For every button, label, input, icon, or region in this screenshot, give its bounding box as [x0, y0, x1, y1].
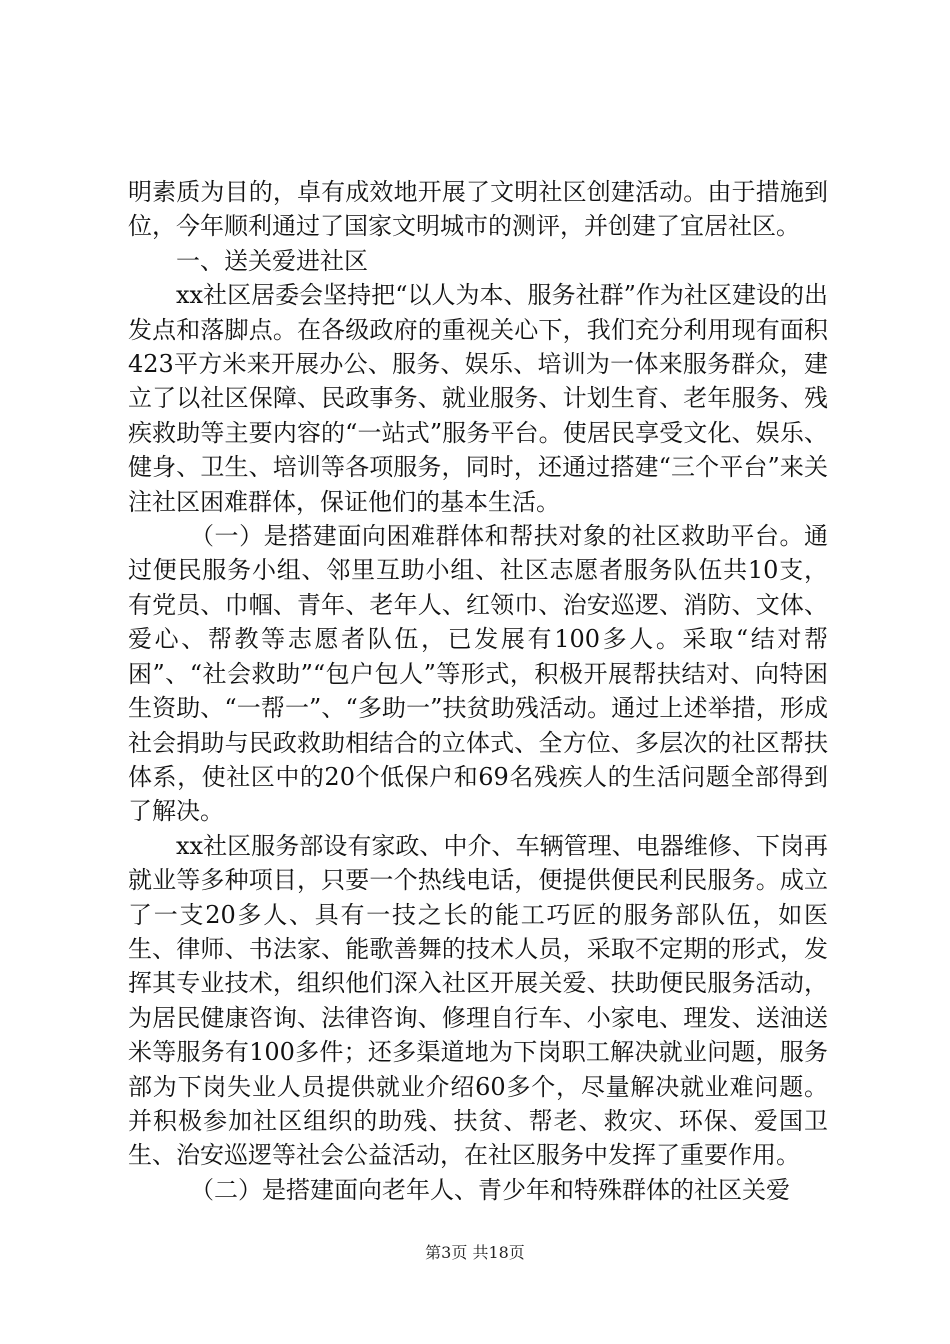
paragraph-care-platform: （二）是搭建面向老年人、青少年和特殊群体的社区关爱 [190, 1175, 790, 1204]
document-body [128, 175, 828, 1207]
page-number-footer: 第3页 共18页 [425, 1243, 525, 1262]
paragraph-community-care: xx社区居委会坚持把“以人为本、服务社群”作为社区建设的出发点和落脚点。在各级政府的重视关心下，我们充分利用现有面积423平方米来开展办公、服务、娱乐、培训为一体来服务群众，建立了以社区保障、民政事务、就业服务、计划生育、老年服务、残疾救助等主要内容的“一站式”服务平台。使居民享受文化、娱乐、健身、卫生、培训等各项服务，同时，还通过搭建“三个平台”来关注社区困难群体，保证他们的基本生活。 [128, 281, 828, 516]
paragraph-relief-platform: （一）是搭建面向困难群体和帮扶对象的社区救助平台。通过便民服务小组、邻里互助小组、社区志愿者服务队伍共10支，有党员、巾帼、青年、老年人、红领巾、治安巡逻、消防、文体、爱心、帮教等志愿者队伍，已发展有100多人。采取“结对帮困”、“社会救助”“包户包人”等形式，积极开展帮扶结对、向特困生资助、“一帮一”、“多助一”扶贫助残活动。通过上述举措，形成社会捐助与民政救助相结合的立体式、全方位、多层次的社区帮扶体系，使社区中的20个低保户和69名残疾人的生活问题全部得到了解决。 [128, 522, 828, 826]
section-heading: 一、送关爱进社区 [176, 246, 368, 275]
paragraph-service-department: xx社区服务部设有家政、中介、车辆管理、电器维修、下岗再就业等多种项目，只要一个热线电话，便提供便民利民服务。成立了一支20多人、具有一技之长的能工巧匠的服务部队伍，如医生、律师、书法家、能歌善舞的技术人员，采取不定期的形式，发挥其专业技术，组织他们深入社区开展关爱、扶助便民服务活动，为居民健康咨询、法律咨询、修理自行车、小家电、理发、送油送米等服务有100多件；还多渠道地为下岗职工解决就业问题，服务部为下岗失业人员提供就业介绍60多个，尽量解决就业难问题。并积极参加社区组织的助残、扶贫、帮老、救灾、环保、爱国卫生、治安巡逻等社会公益活动，在社区服务中发挥了重要作用。 [128, 831, 828, 1170]
paragraph-continuation: 明素质为目的，卓有成效地开展了文明社区创建活动。由于措施到位，今年顺利通过了国家文明城市的测评，并创建了宜居社区。 [128, 178, 828, 241]
